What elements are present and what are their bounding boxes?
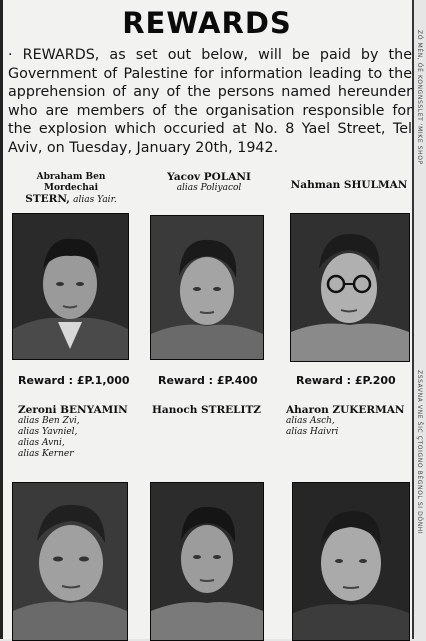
person-given-name: Nahman SHULMAN	[290, 179, 408, 191]
reward-amount-shulman: Reward : £P.200	[296, 374, 396, 387]
person-name-polani	[150, 172, 268, 194]
person-given-name: Yacov POLANI	[167, 171, 251, 183]
person-surname: STERN,	[25, 193, 70, 205]
portrait-photo-polani	[150, 215, 264, 360]
person-name-stern	[12, 172, 130, 206]
portrait-image	[151, 216, 263, 359]
person-alias: alias Ben Zvi,	[18, 416, 80, 426]
portrait-photo-zukerman	[292, 482, 410, 641]
person-alias: alias Asch,	[286, 416, 335, 426]
person-given-name: Hanoch STRELITZ	[152, 404, 261, 416]
adjacent-column-margin	[415, 0, 426, 639]
person-alias: alias Avni,	[18, 438, 65, 448]
person-given-name: Abraham Ben Mordechai	[36, 172, 106, 193]
reward-amount-polani: Reward : £P.400	[158, 374, 258, 387]
person-given-name: Zeroni BENYAMIN	[18, 404, 128, 416]
left-border-rule	[0, 0, 3, 639]
person-name-zukerman	[286, 405, 410, 438]
poster-intro-text: · REWARDS, as set out below, will be paid by the Government of Palestine for information leading to the apprehension of any of the persons named hereunder who are members of the organisation responsible for the explosion which occuried at No. 8 Yael Street, Tel Aviv, on Tuesday, January 20th, 1942.	[8, 47, 412, 156]
portrait-image	[13, 214, 128, 359]
portrait-photo-stern	[12, 213, 129, 360]
portrait-image	[291, 214, 409, 361]
portrait-photo-shulman	[290, 213, 410, 362]
margin-column-text: ZSSAVNA VNE ŠIC ÇTOIGNO BÉGNOL SI DÓNHI	[416, 370, 423, 535]
person-name-strelitz	[152, 405, 272, 416]
portrait-image	[151, 483, 263, 640]
person-alias: alias Poliyacol	[176, 183, 242, 193]
portrait-photo-strelitz	[150, 482, 264, 641]
person-given-name: Aharon ZUKERMAN	[286, 404, 405, 416]
portrait-photo-benyamin	[12, 482, 128, 641]
margin-column-text: ZÓ MÉN, ÓÉ KONGNSSLET 'MIKE SHOP	[416, 30, 423, 165]
person-alias: alias Kerner	[18, 449, 74, 459]
person-alias: alias Haivri	[286, 427, 339, 437]
portrait-image	[293, 483, 409, 640]
person-alias: alias Yavniel,	[18, 427, 78, 437]
portrait-image	[13, 483, 127, 640]
reward-amount-stern: Reward : £P.1,000	[18, 374, 130, 387]
person-name-shulman	[290, 180, 408, 191]
poster-title: REWARDS	[122, 6, 292, 40]
right-border-rule	[412, 0, 414, 639]
person-alias: alias Yair.	[73, 195, 117, 205]
person-name-benyamin	[18, 405, 138, 460]
